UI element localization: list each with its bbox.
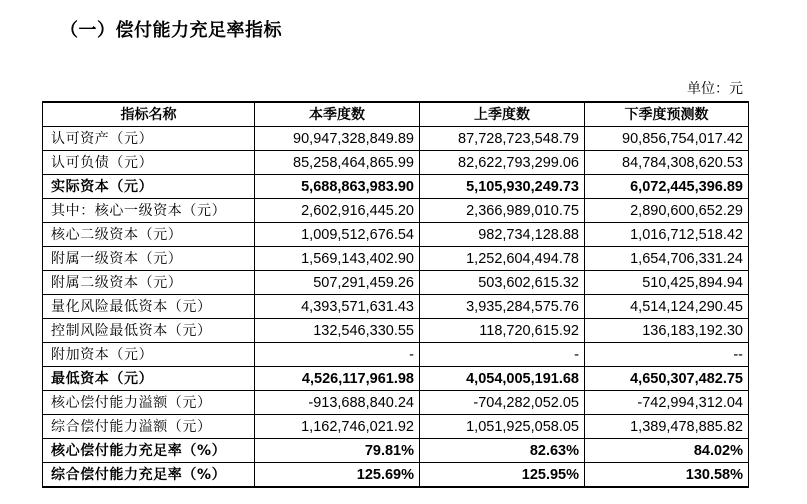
previous-quarter-cell: 87,728,723,548.79 <box>420 127 585 151</box>
indicator-name-cell: 附加资本（元） <box>43 343 255 367</box>
indicator-name-cell: 控制风险最低资本（元） <box>43 319 255 343</box>
previous-quarter-cell: 2,366,989,010.75 <box>420 199 585 223</box>
indicator-name-cell: 综合偿付能力溢额（元） <box>43 415 255 439</box>
previous-quarter-cell: -704,282,052.05 <box>420 391 585 415</box>
indicator-name-cell: 核心偿付能力充足率（%） <box>43 439 255 463</box>
current-quarter-cell: 507,291,459.26 <box>255 271 420 295</box>
indicator-name-cell: 实际资本（元） <box>43 175 255 199</box>
current-quarter-cell: 2,602,916,445.20 <box>255 199 420 223</box>
previous-quarter-cell: 982,734,128.88 <box>420 223 585 247</box>
header-previous-quarter: 上季度数 <box>420 102 585 127</box>
forecast-cell: 84,784,308,620.53 <box>585 151 749 175</box>
forecast-cell: 6,072,445,396.89 <box>585 175 749 199</box>
current-quarter-cell: -913,688,840.24 <box>255 391 420 415</box>
current-quarter-cell: 132,546,330.55 <box>255 319 420 343</box>
table-row <box>43 175 749 199</box>
table-row <box>43 367 749 391</box>
indicator-name-cell: 附属二级资本（元） <box>43 271 255 295</box>
previous-quarter-cell: 503,602,615.32 <box>420 271 585 295</box>
current-quarter-cell: - <box>255 343 420 367</box>
forecast-cell: 1,654,706,331.24 <box>585 247 749 271</box>
indicator-name-cell: 综合偿付能力充足率（%） <box>43 463 255 488</box>
table-row <box>43 223 749 247</box>
header-current-quarter: 本季度数 <box>255 102 420 127</box>
forecast-cell: 4,650,307,482.75 <box>585 367 749 391</box>
table-row <box>43 463 749 488</box>
previous-quarter-cell: 1,051,925,058.05 <box>420 415 585 439</box>
current-quarter-cell: 79.81% <box>255 439 420 463</box>
forecast-cell: 84.02% <box>585 439 749 463</box>
table-row <box>43 415 749 439</box>
indicator-name-cell: 认可资产（元） <box>43 127 255 151</box>
forecast-cell: -- <box>585 343 749 367</box>
header-indicator-name: 指标名称 <box>43 102 255 127</box>
forecast-cell: 2,890,600,652.29 <box>585 199 749 223</box>
table-row <box>43 295 749 319</box>
current-quarter-cell: 1,009,512,676.54 <box>255 223 420 247</box>
previous-quarter-cell: 5,105,930,249.73 <box>420 175 585 199</box>
table-row <box>43 439 749 463</box>
previous-quarter-cell: 118,720,615.92 <box>420 319 585 343</box>
current-quarter-cell: 125.69% <box>255 463 420 488</box>
forecast-cell: 510,425,894.94 <box>585 271 749 295</box>
current-quarter-cell: 4,393,571,631.43 <box>255 295 420 319</box>
indicator-name-cell: 核心偿付能力溢额（元） <box>43 391 255 415</box>
forecast-cell: 90,856,754,017.42 <box>585 127 749 151</box>
forecast-cell: -742,994,312.04 <box>585 391 749 415</box>
current-quarter-cell: 4,526,117,961.98 <box>255 367 420 391</box>
current-quarter-cell: 90,947,328,849.89 <box>255 127 420 151</box>
table-row <box>43 271 749 295</box>
indicator-name-cell: 量化风险最低资本（元） <box>43 295 255 319</box>
table-row <box>43 247 749 271</box>
indicator-name-cell: 核心二级资本（元） <box>43 223 255 247</box>
table-row <box>43 199 749 223</box>
table-row <box>43 343 749 367</box>
unit-label: 单位：元 <box>687 81 743 97</box>
current-quarter-cell: 85,258,464,865.99 <box>255 151 420 175</box>
forecast-cell: 136,183,192.30 <box>585 319 749 343</box>
table-header-row <box>43 102 749 127</box>
table-row <box>43 319 749 343</box>
forecast-cell: 130.58% <box>585 463 749 488</box>
table-row <box>43 127 749 151</box>
table-row <box>43 391 749 415</box>
table-row <box>43 151 749 175</box>
solvency-table <box>42 101 749 488</box>
indicator-name-cell: 附属一级资本（元） <box>43 247 255 271</box>
previous-quarter-cell: 125.95% <box>420 463 585 488</box>
indicator-name-cell: 其中：核心一级资本（元） <box>43 199 255 223</box>
previous-quarter-cell: 3,935,284,575.76 <box>420 295 585 319</box>
forecast-cell: 1,389,478,885.82 <box>585 415 749 439</box>
current-quarter-cell: 5,688,863,983.90 <box>255 175 420 199</box>
previous-quarter-cell: 1,252,604,494.78 <box>420 247 585 271</box>
section-title: （一）偿付能力充足率指标 <box>60 20 282 41</box>
previous-quarter-cell: - <box>420 343 585 367</box>
previous-quarter-cell: 82.63% <box>420 439 585 463</box>
forecast-cell: 4,514,124,290.45 <box>585 295 749 319</box>
current-quarter-cell: 1,569,143,402.90 <box>255 247 420 271</box>
forecast-cell: 1,016,712,518.42 <box>585 223 749 247</box>
indicator-name-cell: 最低资本（元） <box>43 367 255 391</box>
previous-quarter-cell: 82,622,793,299.06 <box>420 151 585 175</box>
indicator-name-cell: 认可负债（元） <box>43 151 255 175</box>
current-quarter-cell: 1,162,746,021.92 <box>255 415 420 439</box>
previous-quarter-cell: 4,054,005,191.68 <box>420 367 585 391</box>
header-next-quarter-forecast: 下季度预测数 <box>585 102 749 127</box>
